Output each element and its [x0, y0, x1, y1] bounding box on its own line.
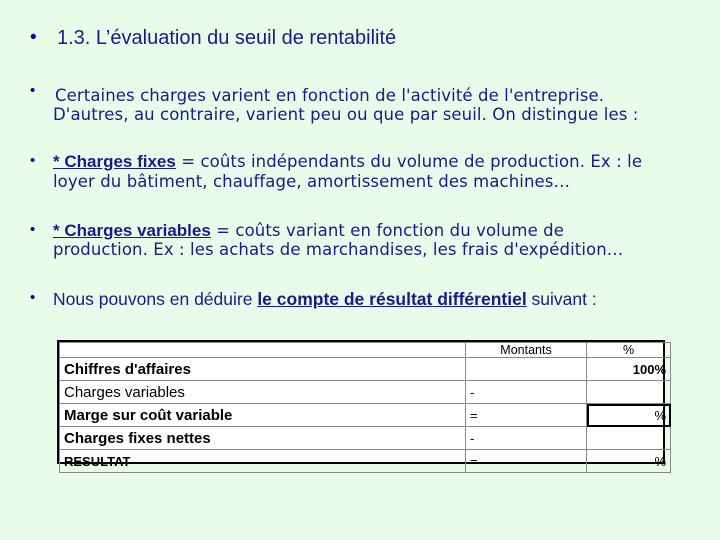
table-row [60, 450, 671, 473]
charges-fixes-term: * Charges fixes [53, 152, 176, 171]
bullet-3-line-2: production. Ex : les achats de marchandises, les frais d'expédition… [53, 240, 624, 259]
slide-title: 1.3. L’évaluation du seuil de rentabilité [57, 27, 397, 49]
bullet-2-line-2: loyer du bâtiment, chauffage, amortissement des machines… [53, 172, 571, 191]
bullet-4-post: suivant : [526, 289, 597, 309]
table-row [60, 404, 671, 427]
bullet-3-marker: • [30, 221, 36, 238]
row-percent: % [587, 450, 671, 473]
row-label: Marge sur coût variable [60, 404, 466, 427]
title-bullet: • [30, 27, 37, 48]
row-label: Charges fixes nettes [60, 427, 466, 450]
table-row [60, 358, 671, 381]
bullet-3-line-1 [53, 221, 564, 241]
row-label: RESULTAT [60, 450, 466, 473]
row-percent: % [587, 404, 671, 427]
row-percent: 100% [587, 358, 671, 381]
table-row [60, 427, 671, 450]
bullet-1-line-1: Certaines charges varient en fonction de l'activité de l'entreprise. [55, 86, 605, 105]
bullet-2-marker: • [30, 152, 36, 169]
header-cell-percent: % [587, 343, 671, 358]
row-label: Chiffres d'affaires [60, 358, 466, 381]
compte-de-resultat-term: le compte de résultat différentiel [257, 289, 527, 309]
table-header-row [60, 343, 671, 358]
bullet-2-line-1 [53, 152, 642, 172]
income-statement-table [57, 340, 666, 469]
charges-variables-definition: = coûts variant en fonction du volume de [210, 221, 564, 240]
row-amount: = [466, 404, 587, 427]
row-amount [466, 358, 587, 381]
header-cell-label [60, 343, 466, 358]
bullet-1-marker: • [30, 82, 36, 99]
row-amount: - [466, 427, 587, 450]
table-row [60, 381, 671, 404]
bullet-4-marker: • [30, 289, 36, 306]
header-cell-montants: Montants [466, 343, 587, 358]
row-amount: - [466, 381, 587, 404]
charges-fixes-definition: = coûts indépendants du volume de production. Ex : le [175, 152, 643, 171]
bullet-1-line-2: D'autres, au contraire, varient peu ou que par seuil. On distingue les : [53, 105, 639, 124]
row-percent [587, 427, 671, 450]
bullet-4-pre: Nous pouvons en déduire [53, 289, 258, 309]
row-label: Charges variables [60, 381, 466, 404]
row-amount: = [466, 450, 587, 473]
charges-variables-term: * Charges variables [53, 221, 211, 240]
bullet-4-line [53, 289, 597, 310]
row-percent [587, 381, 671, 404]
